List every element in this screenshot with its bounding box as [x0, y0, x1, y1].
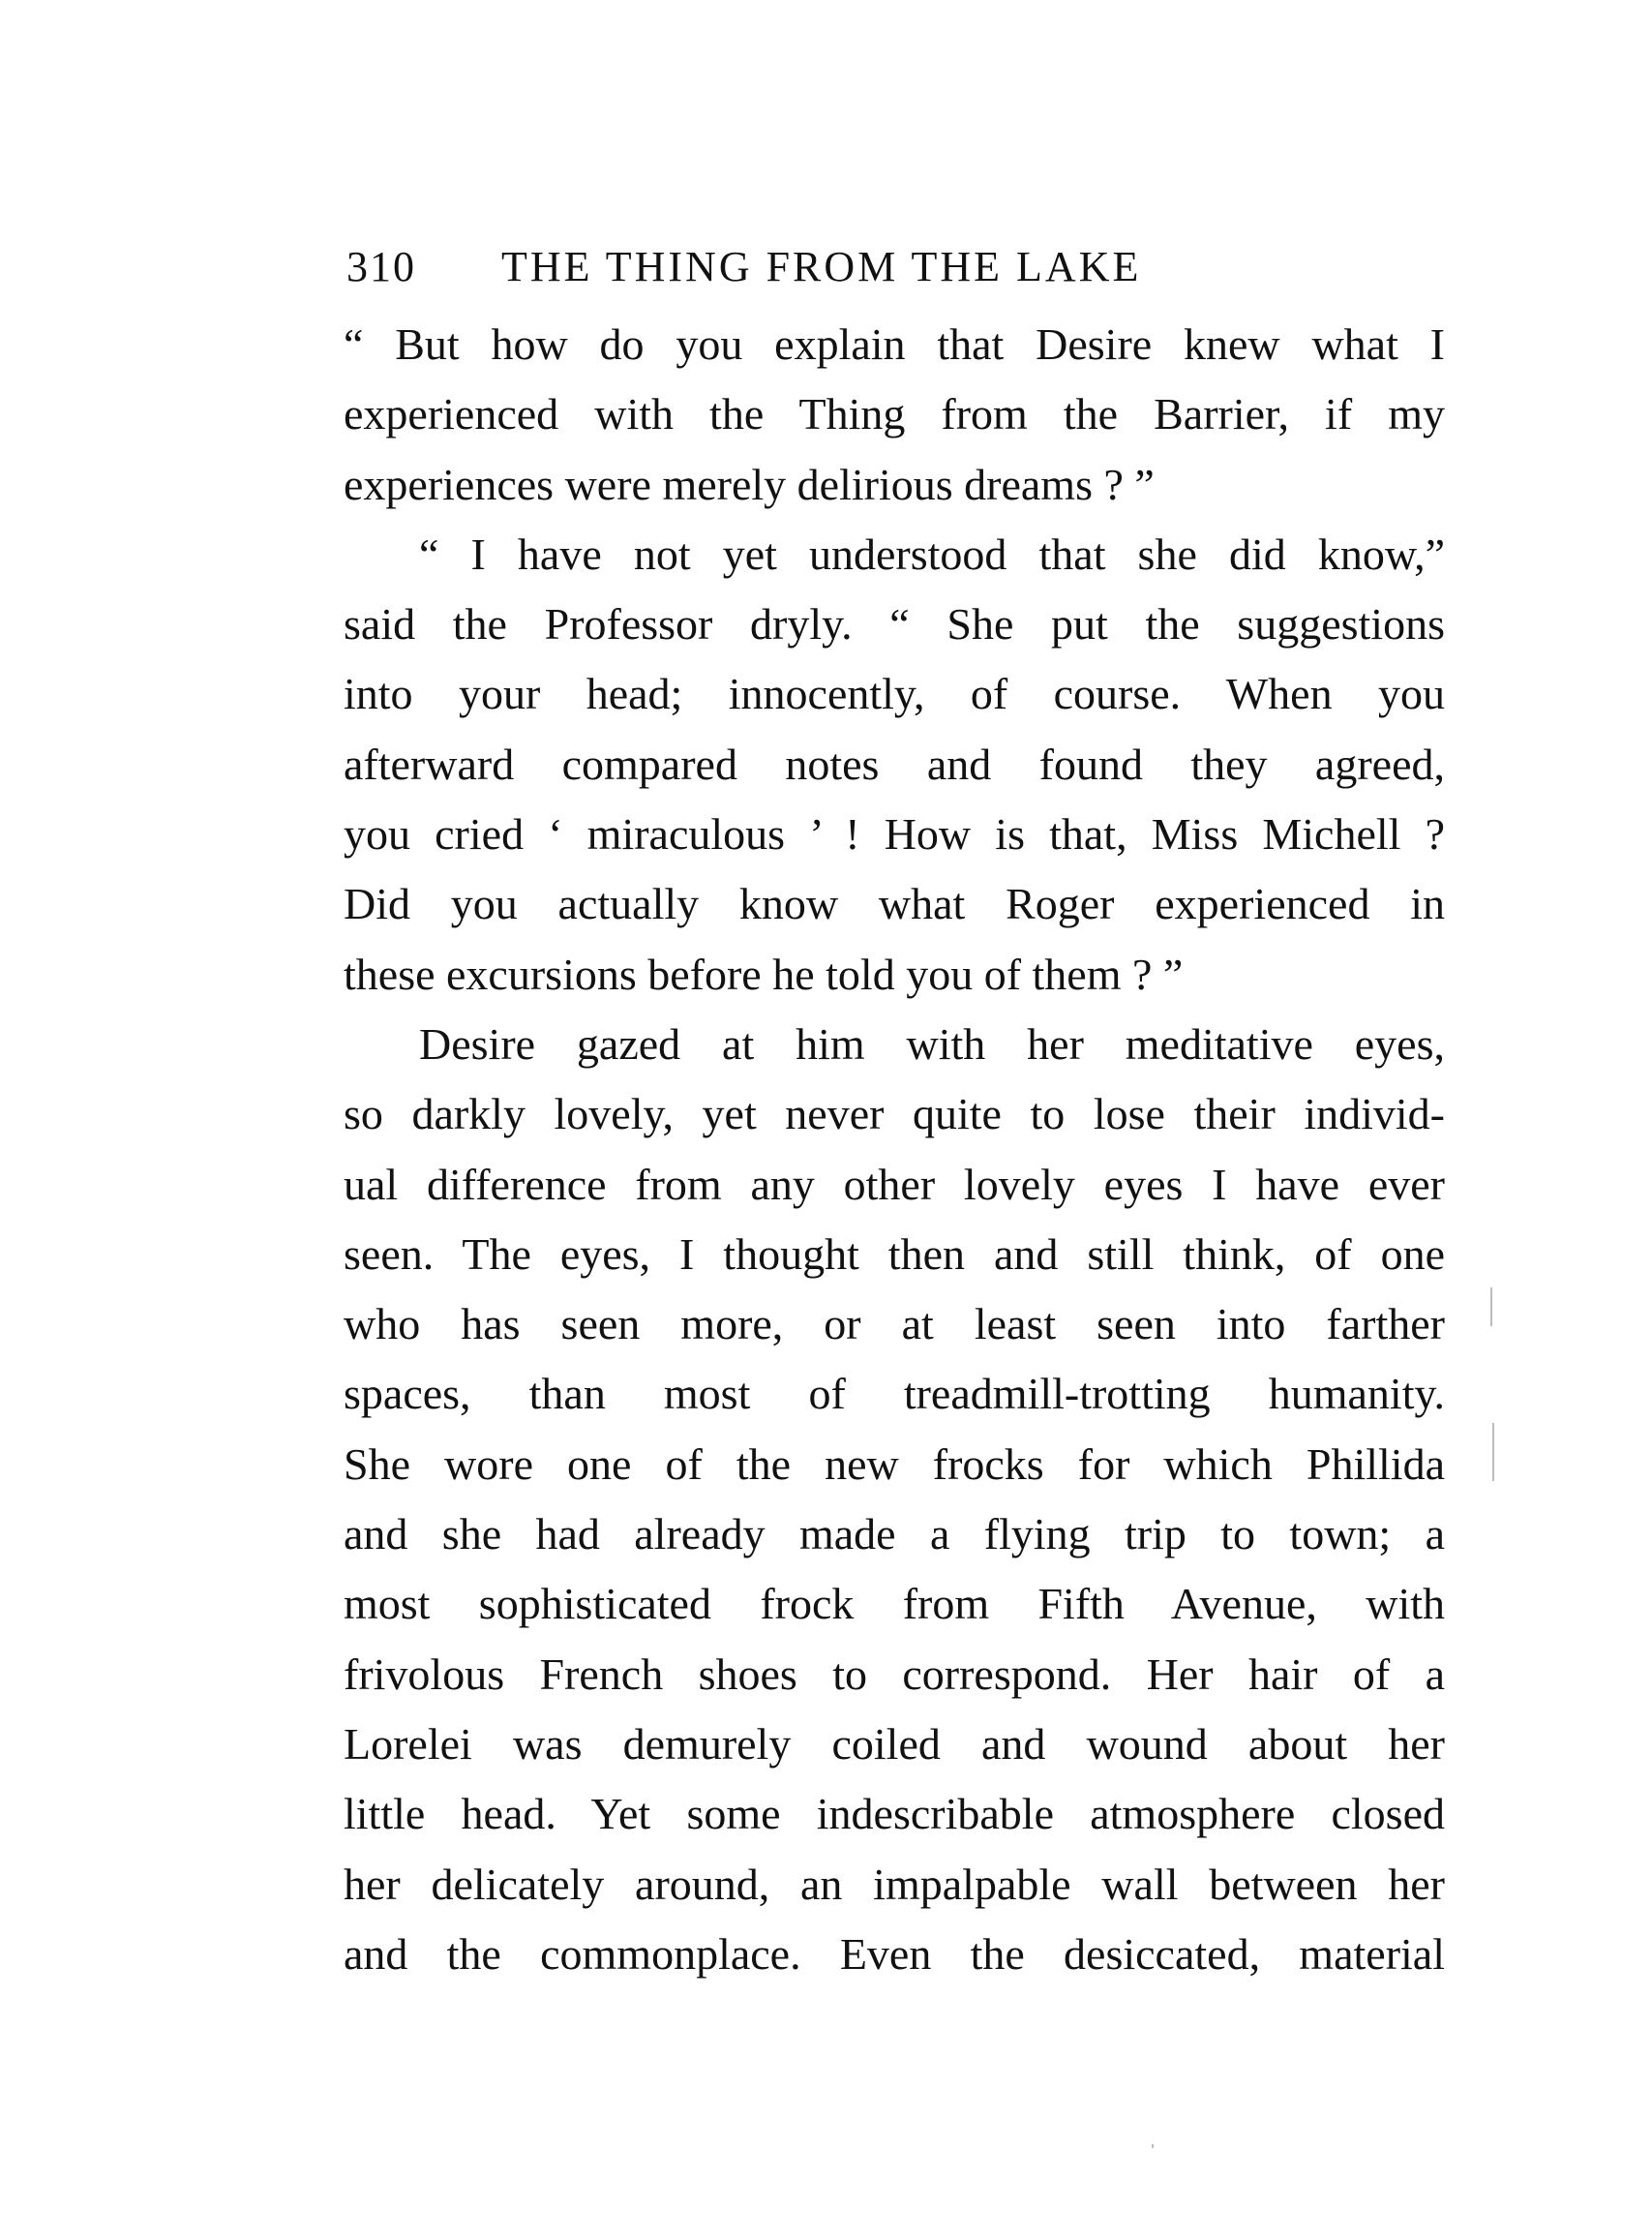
paragraph-1 — [344, 310, 1445, 520]
text-line: and she had already made a flying trip to town; a — [344, 1509, 1445, 1559]
scan-speck — [1492, 1423, 1494, 1481]
text-line: experienced with the Thing from the Barrier, if my — [344, 389, 1445, 439]
text-line: frivolous French shoes to correspond. Her hair of a — [344, 1649, 1445, 1699]
paragraph-2 — [344, 520, 1445, 1010]
page-number: 310 — [346, 243, 416, 290]
text-line: experiences were merely delirious dreams ? ” — [344, 459, 1155, 509]
text-line: “ But how do you explain that Desire knew what I — [344, 319, 1445, 369]
body-text — [344, 310, 1445, 1989]
text-line: her delicately around, an impalpable wall between her — [344, 1859, 1445, 1909]
text-line: ual difference from any other lovely eyes I have ever — [344, 1159, 1445, 1209]
text-line: spaces, than most of treadmill-trotting humanity. — [344, 1369, 1445, 1419]
scan-speck — [1490, 1287, 1492, 1326]
text-line: Did you actually know what Roger experienced in — [344, 879, 1445, 929]
text-line: so darkly lovely, yet never quite to lose their individ- — [344, 1089, 1445, 1139]
scan-speck — [1152, 2144, 1154, 2148]
text-line: who has seen more, or at least seen into farther — [344, 1299, 1445, 1349]
text-line: afterward compared notes and found they agreed, — [344, 739, 1445, 789]
text-line: She wore one of the new frocks for which Phillida — [344, 1438, 1445, 1489]
text-line: little head. Yet some indescribable atmosphere closed — [344, 1789, 1445, 1839]
running-title: THE THING FROM THE LAKE — [501, 243, 1142, 290]
text-line: “ I have not yet understood that she did know,” — [419, 529, 1445, 579]
text-line: said the Professor dryly. “ She put the suggestions — [344, 599, 1445, 650]
text-line: and the commonplace. Even the desiccated, material — [344, 1928, 1445, 1979]
paragraph-3 — [344, 1010, 1445, 1989]
text-line: these excursions before he told you of them ? ” — [344, 949, 1184, 999]
text-line: Lorelei was demurely coiled and wound about her — [344, 1718, 1445, 1769]
text-line: Desire gazed at him with her meditative eyes, — [419, 1018, 1445, 1069]
text-line: most sophisticated frock from Fifth Avenue, with — [344, 1579, 1445, 1629]
text-line: seen. The eyes, I thought then and still think, of one — [344, 1228, 1445, 1279]
text-line: you cried ‘ miraculous ’ ! How is that, Miss Michell ? — [344, 809, 1445, 860]
running-header — [346, 242, 1440, 296]
text-line: into your head; innocently, of course. When you — [344, 669, 1445, 719]
